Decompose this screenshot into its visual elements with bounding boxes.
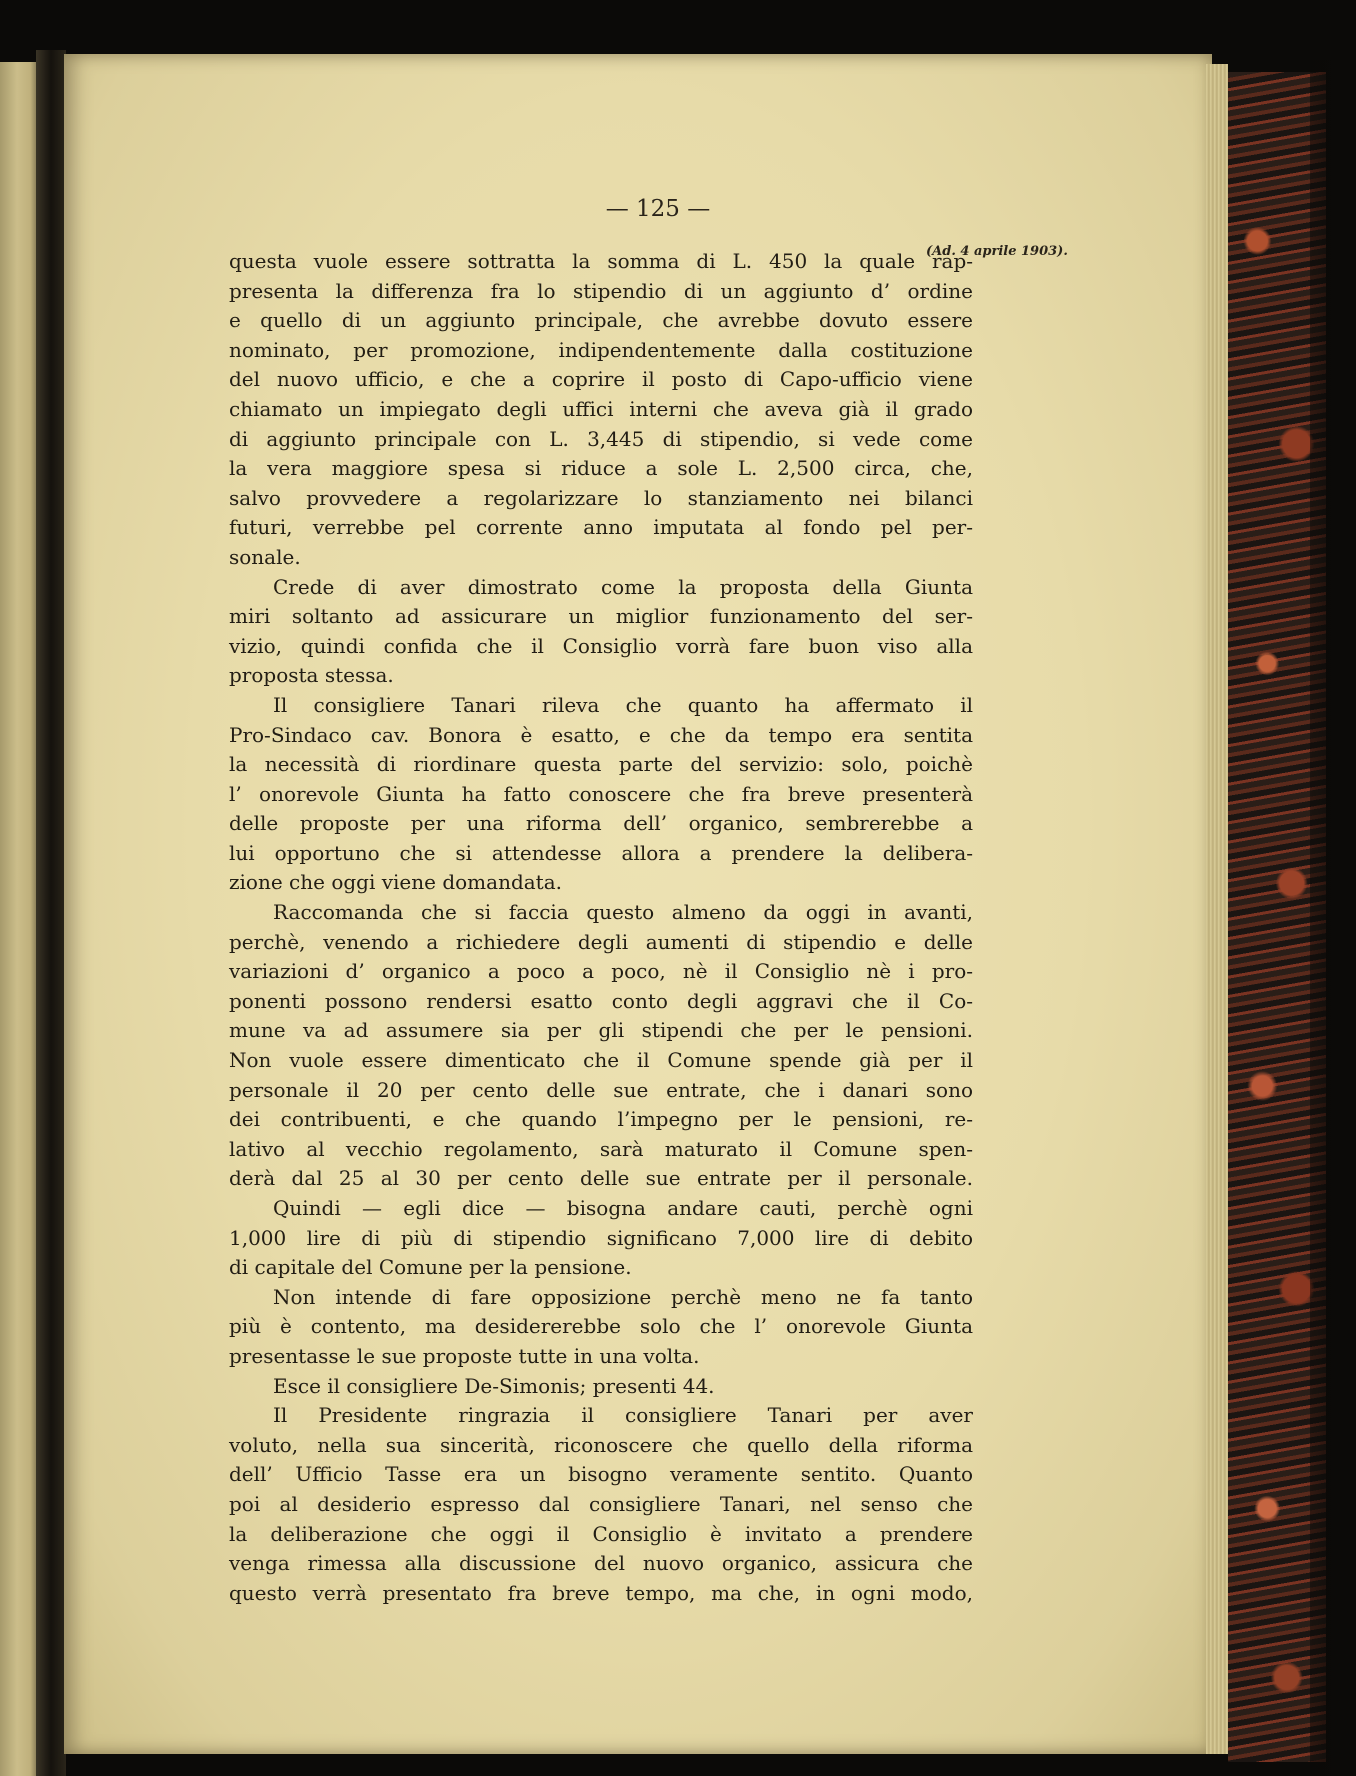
text-line: più è contento, ma desidererebbe solo che l’ onorevole Giunta (229, 1314, 973, 1339)
text-line: futuri, verrebbe pel corrente anno imputata al fondo pel per- (229, 515, 973, 540)
text-line: Non vuole essere dimenticato che il Comune spende già per il (229, 1048, 973, 1073)
text-line: variazioni d’ organico a poco a poco, nè il Consiglio nè i pro- (229, 959, 973, 984)
book-gutter (36, 50, 66, 1776)
text-line: la necessità di riordinare questa parte del servizio: solo, poichè (229, 752, 973, 777)
text-line: Il Presidente ringrazia il consigliere Tanari per aver (273, 1403, 973, 1428)
text-line: dei contribuenti, e che quando l’impegno per le pensioni, re- (229, 1107, 973, 1132)
text-line: questo verrà presentato fra breve tempo, ma che, in ogni modo, (229, 1580, 973, 1605)
page (64, 54, 1212, 1754)
text-line: nominato, per promozione, indipendentemente dalla costituzione (229, 337, 973, 362)
text-line: Quindi — egli dice — bisogna andare cauti, perchè ogni (273, 1196, 973, 1220)
text-line: voluto, nella sua sincerità, riconoscere che quello della riforma (229, 1432, 973, 1457)
text-line: presenta la differenza fra lo stipendio di un aggiunto d’ ordine (229, 278, 973, 303)
text-line: delle proposte per una riforma dell’ organico, sembrerebbe a (229, 811, 973, 836)
text-line: sonale. (229, 544, 301, 569)
page-number: — 125 — (605, 196, 711, 222)
text-line: Non intende di fare opposizione perchè meno ne fa tanto (273, 1284, 973, 1309)
text-line: la deliberazione che oggi il Consiglio è invitato a prendere (229, 1521, 973, 1546)
text-line: mune va ad assumere sia per gli stipendi che per le pensioni. (229, 1018, 973, 1043)
text-line: presentasse le sue proposte tutte in una volta. (229, 1343, 700, 1368)
facing-page-edge (0, 62, 38, 1776)
text-line: e quello di un aggiunto principale, che avrebbe dovuto essere (229, 308, 973, 333)
margin-date-note: (Ad. 4 aprile 1903). (926, 244, 1068, 259)
text-line: Raccomanda che si faccia questo almeno da oggi in avanti, (273, 900, 973, 925)
text-line: personale il 20 per cento delle sue entrate, che i danari sono (229, 1077, 973, 1102)
text-line: miri soltanto ad assicurare un miglior funzionamento del ser- (229, 604, 973, 629)
text-line: poi al desiderio espresso dal consigliere Tanari, nel senso che (229, 1491, 973, 1516)
text-line: Pro-Sindaco cav. Bonora è esatto, e che da tempo era sentita (229, 722, 973, 747)
text-line: ponenti possono rendersi esatto conto degli aggravi che il Co- (229, 988, 973, 1013)
text-line: derà dal 25 al 30 per cento delle sue entrate per il personale. (229, 1166, 973, 1191)
text-line: questa vuole essere sottratta la somma di L. 450 la quale rap- (229, 249, 973, 273)
text-line: lativo al vecchio regolamento, sarà maturato il Comune spen- (229, 1136, 973, 1161)
edge-shadow (1310, 60, 1356, 1776)
text-line: di capitale del Comune per la pensione. (229, 1255, 632, 1280)
body-text (229, 247, 973, 1608)
text-line: salvo provvedere a regolarizzare lo stanziamento nei bilanci (229, 485, 973, 510)
text-line: dell’ Ufficio Tasse era un bisogno veramente sentito. Quanto (229, 1462, 973, 1487)
text-line: Esce il consigliere De-Simonis; presenti 44. (273, 1373, 715, 1398)
text-line: Crede di aver dimostrato come la proposta della Giunta (273, 574, 973, 599)
text-line: vizio, quindi confida che il Consiglio vorrà fare buon viso alla (229, 633, 973, 658)
text-line: perchè, venendo a richiedere degli aumenti di stipendio e delle (229, 929, 973, 954)
text-line: lui opportuno che si attendesse allora a prendere la delibera- (229, 840, 973, 865)
text-line: Il consigliere Tanari rileva che quanto ha affermato il (273, 692, 973, 717)
text-line: proposta stessa. (229, 663, 394, 688)
text-line: del nuovo ufficio, e che a coprire il posto di Capo-ufficio viene (229, 367, 973, 392)
text-line: la vera maggiore spesa si riduce a sole L. 2,500 circa, che, (229, 456, 973, 481)
text-line: venga rimessa alla discussione del nuovo organico, assicura che (229, 1551, 973, 1576)
text-line: chiamato un impiegato degli uffici interni che aveva già il grado (229, 396, 973, 421)
text-line: 1,000 lire di più di stipendio significano 7,000 lire di debito (229, 1225, 973, 1250)
text-line: zione che oggi viene domandata. (229, 870, 562, 895)
text-line: di aggiunto principale con L. 3,445 di stipendio, si vede come (229, 426, 973, 451)
text-line: l’ onorevole Giunta ha fatto conoscere che fra breve presenterà (229, 781, 973, 806)
page-block-edge (1206, 64, 1228, 1754)
